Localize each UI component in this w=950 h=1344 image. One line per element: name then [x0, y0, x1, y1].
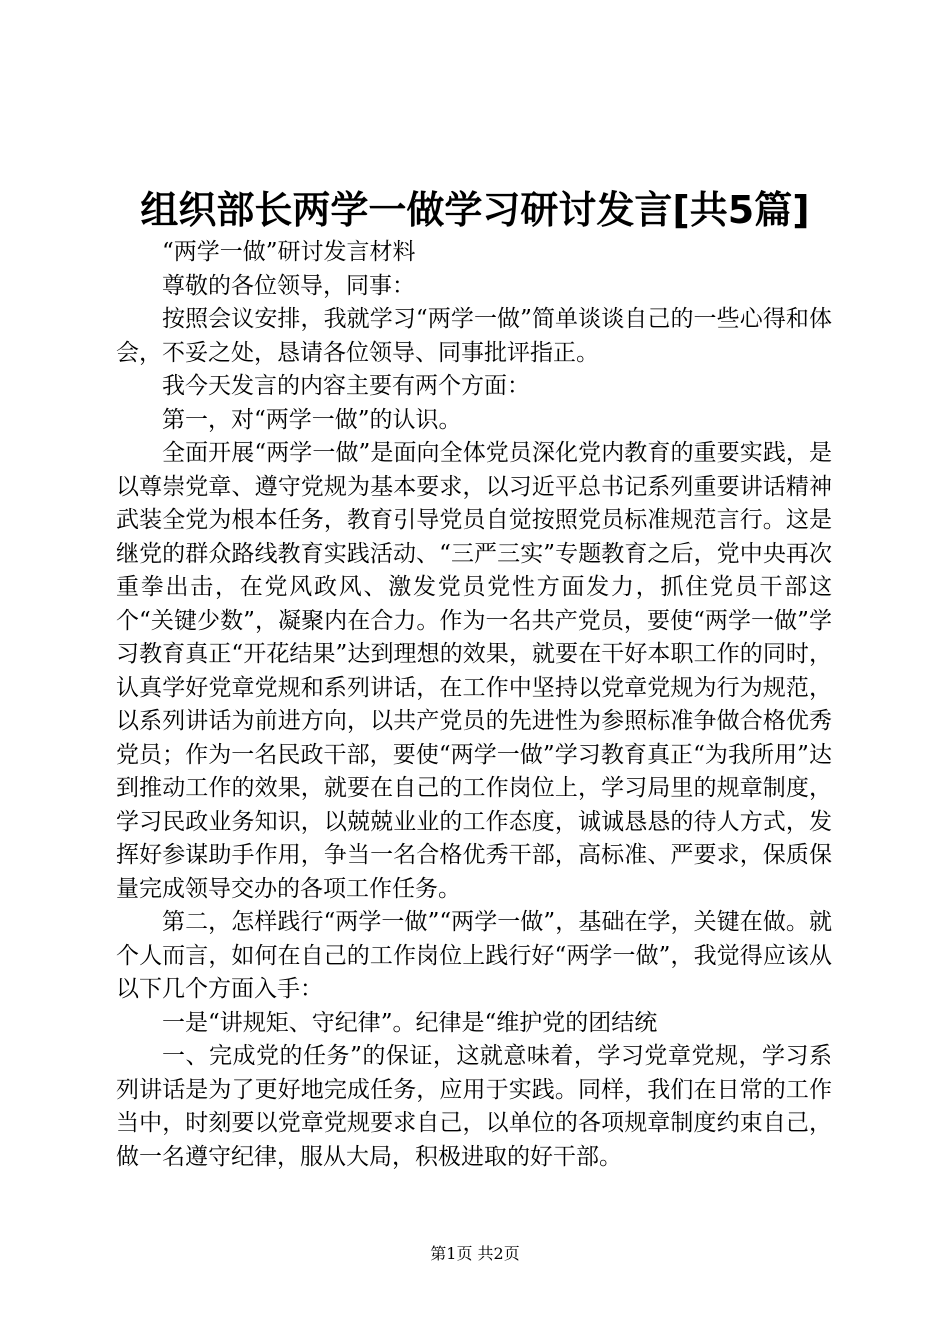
paragraph-point-one-heading: 一是“讲规矩、守纪律”。纪律是“维护党的团结统: [162, 1009, 658, 1036]
paragraph-section-one-heading: 第一，对“两学一做”的认识。: [162, 406, 462, 433]
document-title: 组织部长两学一做学习研讨发言[共5篇]: [140, 188, 810, 232]
paragraph-salutation: 尊敬的各位领导，同事：: [162, 272, 415, 299]
paragraph-opening: 按照会议安排，我就学习“两学一做”简单谈谈自己的一些心得和体会，不妥之处，恳请各位领导、同事批评指正。: [116, 306, 832, 366]
paragraph-outline: 我今天发言的内容主要有两个方面：: [162, 373, 530, 399]
page-footer: 第1页 共2页: [430, 1244, 520, 1263]
document-body: [116, 236, 832, 1174]
paragraph-point-one-body: 一、完成党的任务”的保证，这就意味着，学习党章党规，学习系列讲话是为了更好地完成任务，应用于实践。同样，我们在日常的工作当中，时刻要以党章党规要求自己，以单位的各项规章制度约束自己，做一名遵守纪律，服从大局，积极进取的好干部。: [116, 1043, 832, 1170]
paragraph-section-one-body: 全面开展“两学一做”是面向全体党员深化党内教育的重要实践，是以尊崇党章、遵守党规为基本要求，以习近平总书记系列重要讲话精神武装全党为根本任务，教育引导党员自觉按照党员标准规范言行。这是继党的群众路线教育实践活动、“三严三实”专题教育之后，党中央再次重拳出击，在党风政风、激发党员党性方面发力，抓住党员干部这个“关键少数”，凝聚内在合力。作为一名共产党员，要使“两学一做”学习教育真正“开花结果”达到理想的效果，就要在干好本职工作的同时，认真学好党章党规和系列讲话，在工作中坚持以党章党规为行为规范，以系列讲话为前进方向，以共产党员的先进性为参照标准争做合格优秀党员；作为一名民政干部，要使“两学一做”学习教育真正“为我所用”达到推动工作的效果，就要在自己的工作岗位上，学习局里的规章制度，学习民政业务知识，以兢兢业业的工作态度，诚诚恳恳的待人方式，发挥好参谋助手作用，争当一名合格优秀干部，高标准、严要求，保质保量完成领导交办的各项工作任务。: [116, 440, 832, 902]
paragraph-subtitle: “两学一做”研讨发言材料: [162, 239, 416, 265]
paragraph-section-two: 第二，怎样践行“两学一做”“两学一做”，基础在学，关键在做。就个人而言，如何在自己的工作岗位上践行好“两学一做”，我觉得应该从以下几个方面入手：: [116, 909, 832, 1002]
